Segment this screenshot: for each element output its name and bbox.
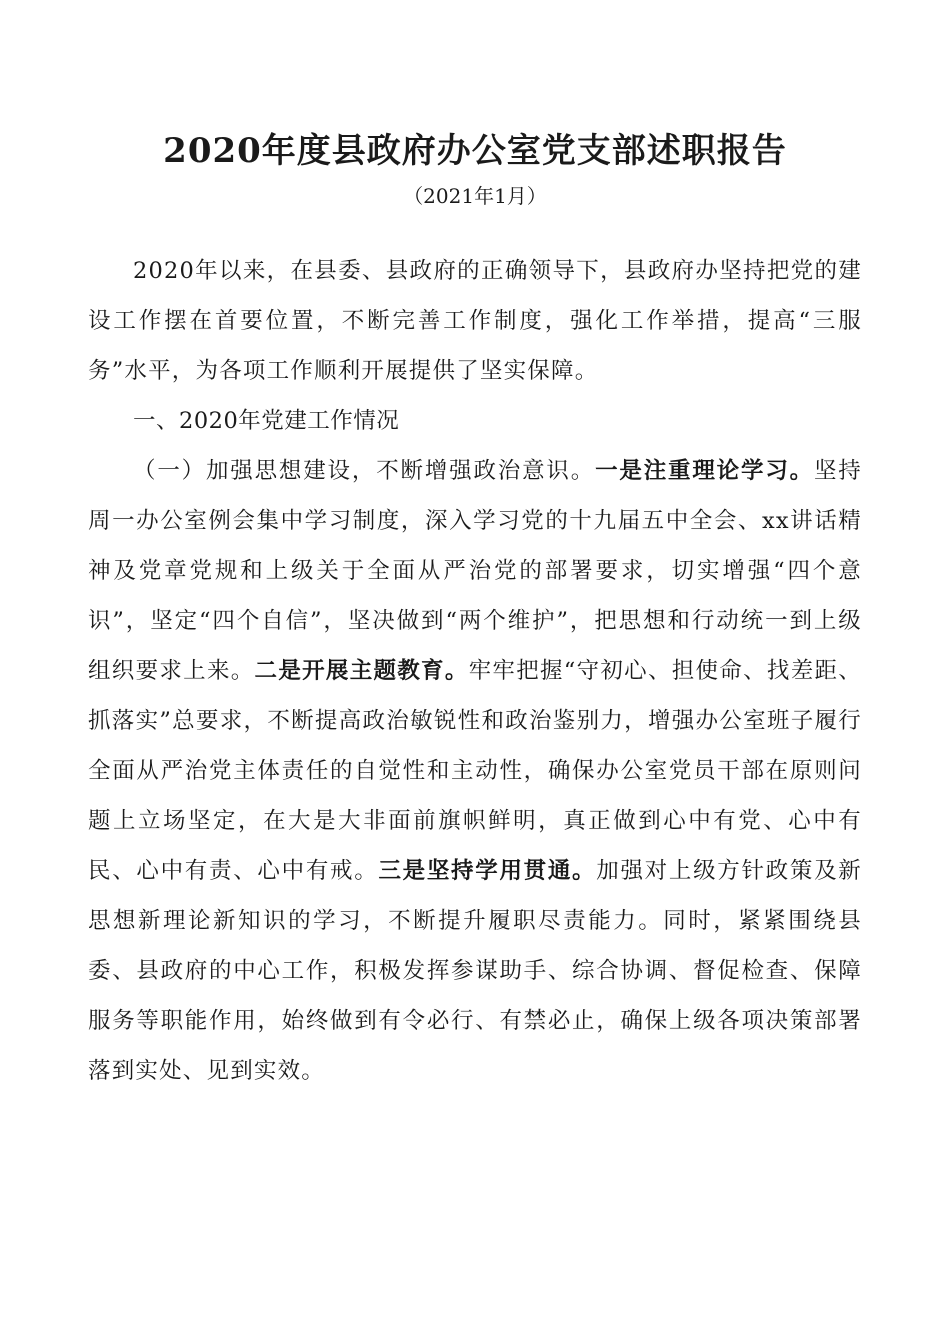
point-2-text: 牢牢把握“守初心、担使命、找差距、抓落实”总要求，不断提高政治敏锐性和政治鉴别力，增强办公室班子履行全面从严治党主体责任的自觉性和主动性，确保办公室党员干部在原则问题上立场坚定，在大是大非面前旗帜鲜明，真正做到心中有党、心中有民、心中有责、心中有戒。 [88,658,862,884]
bold-point-3: 三是坚持学用贯通。 [378,858,597,884]
bold-point-2: 二是开展主题教育。 [254,658,469,684]
subsection-lead: （一）加强思想建设，不断增强政治意识。 [133,458,596,484]
document-title: 2020年度县政府办公室党支部述职报告 [163,131,787,171]
bold-point-1: 一是注重理论学习。 [595,458,814,484]
point-1-text: 坚持周一办公室例会集中学习制度，深入学习党的十九届五中全会、xx讲话精神及党章党规和上级关于全面从严治党的部署要求，切实增强“四个意识”，坚定“四个自信”，坚决做到“两个维护”，把思想和行动统一到上级组织要求上来。 [88,458,862,684]
document-date: （2021年1月） [403,184,547,208]
document-page [88,126,862,1096]
body-paragraph [88,446,862,1096]
intro-paragraph: 2020年以来，在县委、县政府的正确领导下，县政府办坚持把党的建设工作摆在首要位置，不断完善工作制度，强化工作举措，提高“三服务”水平，为各项工作顺利开展提供了坚实保障。 [88,258,862,384]
point-3-text: 加强对上级方针政策及新思想新理论新知识的学习，不断提升履职尽责能力。同时，紧紧围绕县委、县政府的中心工作，积极发挥参谋助手、综合协调、督促检查、保障服务等职能作用，始终做到有令必行、有禁必止，确保上级各项决策部署落到实处、见到实效。 [88,858,862,1084]
section-heading: 一、2020年党建工作情况 [133,408,400,434]
